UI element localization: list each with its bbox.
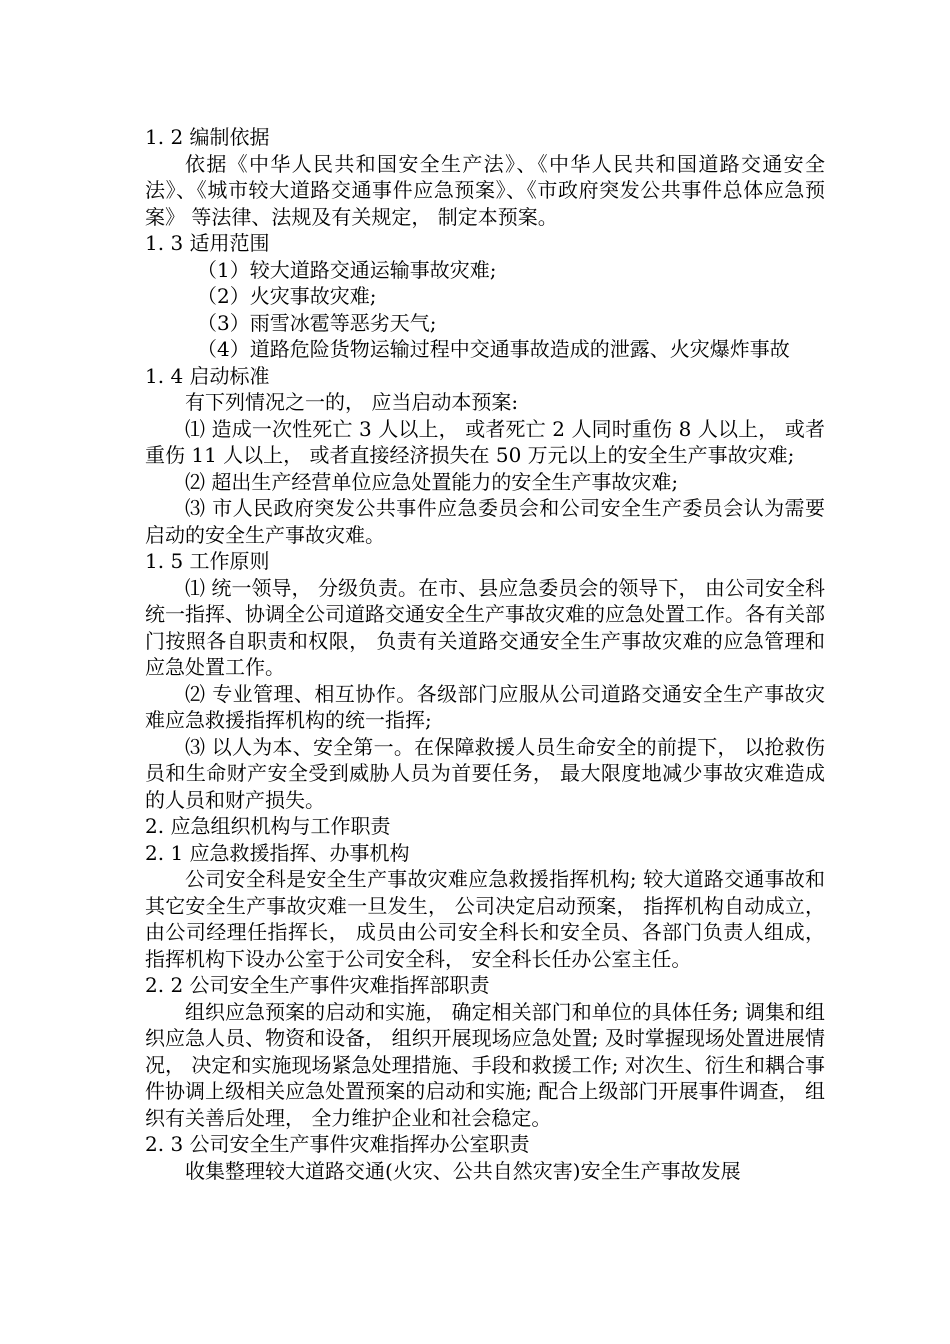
scope-item-1: （1）较大道路交通运输事故灾难; <box>197 257 497 282</box>
paragraph-1-4-intro: 有下列情况之一的， 应当启动本预案: <box>185 390 519 414</box>
criteria-item-3: ⑶ 市人民政府突发公共事件应急委员会和公司安全生产委员会认为需要启动的安全生产事故灾难。 <box>145 496 825 547</box>
document-page <box>145 124 825 1184</box>
heading-1-4: 1. 4 启动标准 <box>145 363 270 388</box>
principle-item-1: ⑴ 统一领导， 分级负责。在市、县应急委员会的领导下， 由公司安全科统一指挥、协调全公司道路交通安全生产事故灾难的应急处置工作。各有关部门按照各自职责和权限， 负责有关道路交通安全生产事故灾难的应急管理和应急处置工作。 <box>145 575 825 679</box>
scope-item-3: （3）雨雪冰雹等恶劣天气; <box>197 310 437 335</box>
heading-2-3: 2. 3 公司安全生产事件灾难指挥办公室职责 <box>145 1132 530 1156</box>
scope-item-2: （2）火灾事故灾难; <box>197 284 377 308</box>
heading-2: 2. 应急组织机构与工作职责 <box>145 814 391 838</box>
heading-1-2: 1. 2 编制依据 <box>145 125 270 149</box>
paragraph-2-2-body: 组织应急预案的启动和实施， 确定相关部门和单位的具体任务; 调集和组织应急人员、物资和设备， 组织开展现场应急处置; 及时掌握现场处置进展情况， 决定和实施现场紧急处理措施、手段和救援工作; 对次生、衍生和耦合事件协调上级相关应急处置预案的启动和实施; 配合上级部门开展事件调查， 组织有关善后处理， 全力维护企业和社会稳定。 <box>145 999 825 1130</box>
heading-1-3: 1. 3 适用范围 <box>145 231 270 255</box>
criteria-item-2: ⑵ 超出生产经营单位应急处置能力的安全生产事故灾难; <box>185 469 679 494</box>
scope-item-4: （4）道路危险货物运输过程中交通事故造成的泄露、火灾爆炸事故 <box>197 337 790 361</box>
paragraph-2-1-body: 公司安全科是安全生产事故灾难应急救援指挥机构; 较大道路交通事故和其它安全生产事故灾难一旦发生， 公司决定启动预案， 指挥机构自动成立， 由公司经理任指挥长， 成员由公司安全科长和安全员、各部门负责人组成， 指挥机构下设办公室于公司安全科， 安全科长任办公室主任。 <box>145 867 825 971</box>
criteria-item-1: ⑴ 造成一次性死亡 3 人以上， 或者死亡 2 人同时重伤 8 人以上， 或者重伤 11 人以上， 或者直接经济损失在 50 万元以上的安全生产事故灾难; <box>145 416 825 467</box>
principle-item-2: ⑵ 专业管理、相互协作。各级部门应服从公司道路交通安全生产事故灾难应急救援指挥机构的统一指挥; <box>145 681 825 732</box>
heading-1-5: 1. 5 工作原则 <box>145 549 270 573</box>
paragraph-1-2-basis: 依据《中华人民共和国安全生产法》、《中华人民共和国道路交通安全法》、《城市较大道路交通事件应急预案》、《市政府突发公共事件总体应急预案》 等法律、法规及有关规定， 制定本预案。 <box>145 151 825 229</box>
paragraph-2-3-body: 收集整理较大道路交通(火灾、公共自然灾害)安全生产事故发展 <box>185 1158 741 1183</box>
heading-2-1: 2. 1 应急救援指挥、办事机构 <box>145 840 410 865</box>
heading-2-2: 2. 2 公司安全生产事件灾难指挥部职责 <box>145 973 490 997</box>
principle-item-3: ⑶ 以人为本、安全第一。在保障救援人员生命安全的前提下， 以抢救伤员和生命财产安全受到威胁人员为首要任务， 最大限度地减少事故灾难造成的人员和财产损失。 <box>145 734 825 812</box>
